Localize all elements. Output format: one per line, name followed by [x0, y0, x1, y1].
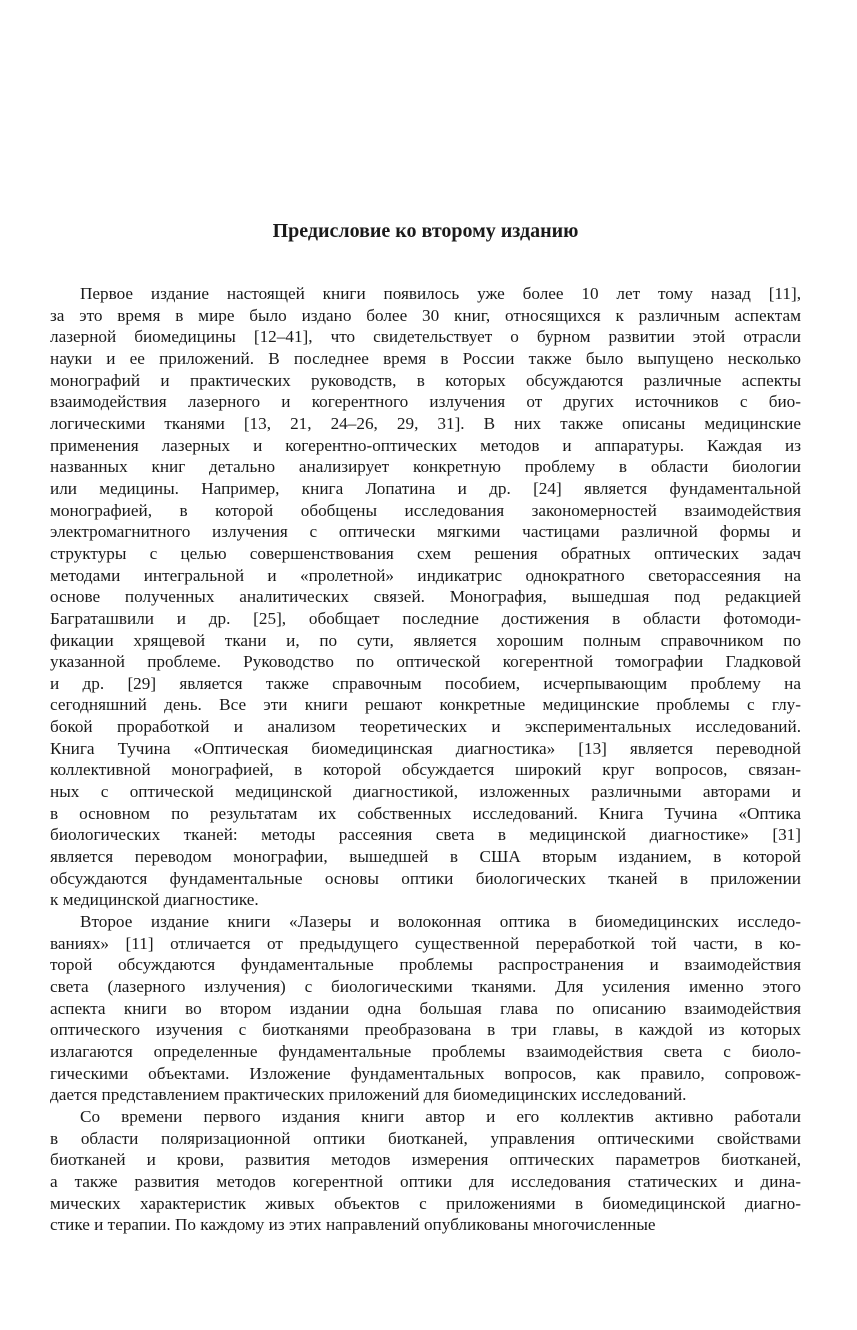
text-line: ваниях» [11] отличается от предыдущего существенной переработкой той части, в ко- [50, 933, 801, 953]
text-line: в области поляризационной оптики биотканей, управления оптическими свойствами [50, 1128, 801, 1148]
text-line: лазерной биомедицины [12–41], что свидетельствует о бурном развитии этой отрасли [50, 327, 801, 347]
page-title: Предисловие ко второму изданию [272, 220, 579, 242]
text-line: монографией, в которой обобщены исследования закономерностей взаимодействия [50, 500, 801, 520]
text-line: указанной проблеме. Руководство по оптической когерентной томографии Гладковой [50, 652, 801, 672]
text-line: методами интегральной и «пролетной» индикатрис однократного светорассеяния на [50, 565, 801, 585]
text-line: Баграташвили и др. [25], обобщает последние достижения в области фотомоди- [50, 608, 801, 628]
text-line: аспекта книги во втором издании одна большая глава по описанию взаимодействия [50, 998, 801, 1018]
text-line: оптического изучения с биотканями преобразована в три главы, в каждой из которых [50, 1020, 801, 1040]
paragraph [50, 283, 801, 911]
text-line: торой обсуждаются фундаментальные проблемы распространения и взаимодействия [50, 955, 801, 975]
text-line: сегодняшний день. Все эти книги решают конкретные медицинские проблемы с глу- [50, 695, 801, 715]
text-line: структуры с целью совершенствования схем решения обратных оптических задач [50, 543, 801, 563]
text-line: обсуждаются фундаментальные основы оптики биологических тканей в приложении [50, 868, 801, 888]
text-line: в основном по результатам их собственных исследований. Книга Тучина «Оптика [50, 803, 801, 823]
text-line: коллективной монографией, в которой обсуждается широкий круг вопросов, связан- [50, 760, 801, 780]
text-line: ных с оптической медицинской диагностикой, изложенных различными авторами и [50, 782, 801, 802]
text-line: монографий и практических руководств, в которых обсуждаются различные аспекты [50, 370, 801, 390]
text-line: света (лазерного излучения) с биологическими тканями. Для усиления именно этого [50, 977, 801, 996]
text-line: а также развития методов когерентной оптики для исследования статических и дина- [50, 1171, 801, 1191]
text-line: взаимодействия лазерного и когерентного излучения от других источников с био- [50, 392, 801, 412]
text-line: логическими тканями [13, 21, 24–26, 29, 31]. В них также описаны медицинские [50, 413, 801, 433]
text-line: мических характеристик живых объектов с приложениями в биомедицинской диагно- [50, 1193, 801, 1213]
text-line: является переводом монографии, вышедшей в США вторым изданием, в которой [50, 847, 801, 867]
text-line: или медицины. Например, книга Лопатина и др. [24] является фундаментальной [50, 478, 801, 498]
paragraph [50, 1106, 801, 1236]
text-line: дается представлением практических приложений для биомедицинских исследований. [50, 1085, 687, 1105]
text-line: стике и терапии. По каждому из этих направлений опубликованы многочисленные [50, 1215, 656, 1235]
text-line: Второе издание книги «Лазеры и волоконная оптика в биомедицинских исследо- [80, 912, 801, 932]
text-line: биологических тканей: методы рассеяния света в медицинской диагностике» [31] [50, 825, 801, 845]
body-text [50, 283, 801, 1236]
text-line: Книга Тучина «Оптическая биомедицинская диагностика» [13] является переводной [50, 738, 801, 758]
text-line: электромагнитного излучения с оптически мягкими частицами различной формы и [50, 522, 801, 542]
text-line: к медицинской диагностике. [50, 890, 259, 910]
text-line: бокой проработкой и анализом теоретических и экспериментальных исследований. [50, 717, 801, 737]
text-line: Первое издание настоящей книги появилось уже более 10 лет тому назад [11], [80, 284, 801, 303]
text-line: излагаются определенные фундаментальные проблемы взаимодействия света с биоло- [50, 1041, 801, 1061]
text-line: биотканей и крови, развития методов измерения оптических параметров биотканей, [50, 1150, 801, 1170]
text-line: применения лазерных и когерентно-оптических методов и аппаратуры. Каждая из [50, 435, 801, 455]
text-line: названных книг детально анализирует конкретную проблему в области биологии [50, 457, 801, 477]
text-line: гическими объектами. Изложение фундаментальных вопросов, как правило, сопровож- [50, 1063, 801, 1083]
text-line: за это время в мире было издано более 30 книг, относящихся к различным аспектам [50, 305, 801, 325]
text-line: основе полученных аналитических связей. Монография, вышедшая под редакцией [50, 587, 801, 607]
paragraph [50, 911, 801, 1106]
text-line: Со времени первого издания книги автор и его коллектив активно работали [80, 1106, 801, 1126]
text-line: науки и ее приложений. В последнее время в России также было выпущено несколько [50, 348, 801, 368]
text-line: фикации хрящевой ткани и, по сути, является хорошим полным справочником по [50, 630, 801, 650]
text-line: и др. [29] является также справочным пособием, исчерпывающим проблему на [50, 673, 801, 693]
